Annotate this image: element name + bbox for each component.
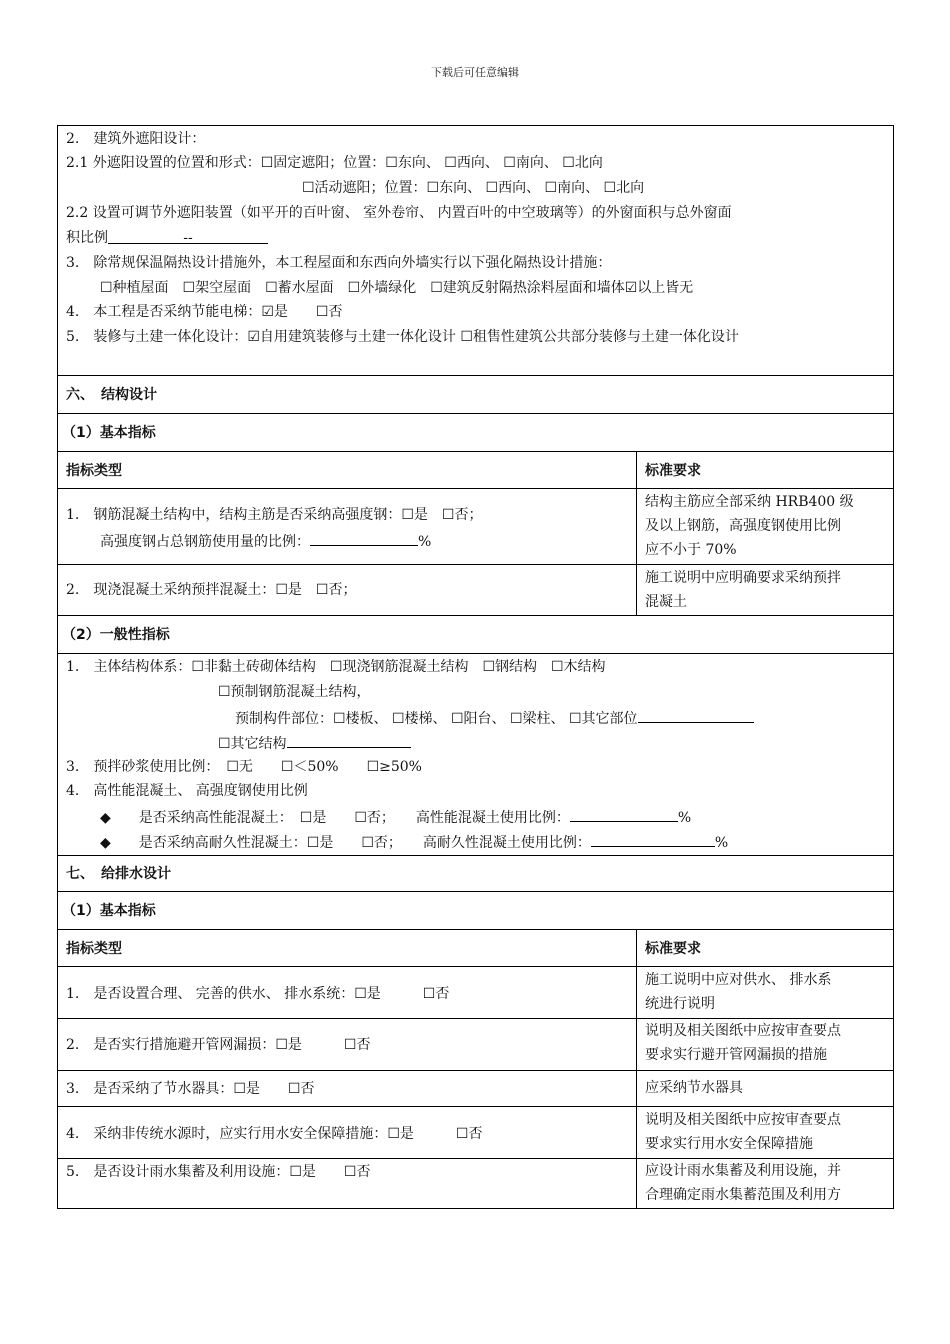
row-divider <box>57 615 893 616</box>
row-divider <box>57 653 893 654</box>
row-divider <box>57 488 893 489</box>
requirement-line: 应采纳节水器具 <box>645 1080 743 1096</box>
water-col-header-type: 指标类型 <box>66 941 122 957</box>
row-divider <box>57 891 893 892</box>
requirement-line: 施工说明中应对供水、 排水系 <box>645 972 832 988</box>
insulation-measures: 3. 除常规保温隔热设计措施外，本工程屋面和东西向外墙实行以下强化隔热设计措施： <box>66 255 612 271</box>
ready-mix-mortar: 3. 预拌砂浆使用比例： ☐无 ☐＜50% ☐≥50% <box>66 759 422 775</box>
requirement-line: 合理确定雨水集蓄范围及利用方 <box>645 1187 841 1203</box>
requirement-line: 说明及相关图纸中应按审查要点 <box>645 1023 841 1039</box>
struct-row1-ratio <box>100 531 431 551</box>
high-performance-heading: 4. 高性能混凝土、 高强度钢使用比例 <box>66 783 308 799</box>
percent-sign: % <box>714 835 729 851</box>
precast-structure: ☐预制钢筋混凝土结构， <box>218 684 371 700</box>
shading-position-fixed: 2.1 外遮阳设置的位置和形式：☐固定遮阳；位置：☐东向、 ☐西向、 ☐南向、 ☐北向 <box>66 155 603 171</box>
requirement-line: 应不小于 70% <box>645 542 737 558</box>
shading-heading: 2. 建筑外遮阳设计： <box>66 131 206 147</box>
requirement-line: 说明及相关图纸中应按审查要点 <box>645 1112 841 1128</box>
water-row3-requirement <box>645 1076 890 1100</box>
table-border-top <box>57 125 893 126</box>
high-performance-concrete <box>100 807 691 827</box>
decoration-integration: 5. 装修与土建一体化设计：☑自用建筑装修与土建一体化设计 ☐租售性建筑公共部分装修与土建一体化设计 <box>66 329 739 345</box>
shading-position-movable: ☐活动遮阳；位置：☐东向、 ☐西向、 ☐南向、 ☐北向 <box>302 180 645 196</box>
struct-row2-requirement <box>645 566 890 614</box>
requirement-line: 混凝土 <box>645 594 687 610</box>
row-divider <box>57 375 893 376</box>
row-divider <box>57 929 893 930</box>
row-divider <box>57 564 893 565</box>
requirement-line: 及以上钢筋，高强度钢使用比例 <box>645 518 841 534</box>
ratio-value: -- <box>183 230 193 246</box>
requirement-line: 结构主筋应全部采纳 HRB400 级 <box>645 494 854 510</box>
struct-row1-requirement <box>645 490 890 562</box>
precast-components <box>235 708 754 728</box>
other-structure <box>218 733 411 753</box>
water-row1-question: 1. 是否设置合理、 完善的供水、 排水系统：☐是 ☐否 <box>66 986 450 1002</box>
ratio-label: 高强度钢占总钢筋使用量的比例： <box>100 534 310 550</box>
water-basic-heading: （1）基本指标 <box>62 903 156 919</box>
energy-elevator: 4. 本工程是否采纳节能电梯：☑是 ☐否 <box>66 304 343 320</box>
adjustable-shading-ratio: 2.2 设置可调节外遮阳装置（如平开的百叶窗、 室外卷帘、 内置百叶的中空玻璃等）的外窗面积与总外窗面 <box>66 205 732 221</box>
ratio-label: 积比例 <box>66 230 108 246</box>
other-part-blank <box>638 708 754 723</box>
row-divider <box>57 855 893 856</box>
other-structure-label: ☐其它结构 <box>218 736 287 752</box>
requirement-line: 统进行说明 <box>645 996 715 1012</box>
struct-row2-question: 2. 现浇混凝土采纳预拌混凝土：☐是 ☐否； <box>66 582 357 598</box>
water-row3-question: 3. 是否采纳了节水器具：☐是 ☐否 <box>66 1081 315 1097</box>
table-border-right <box>893 125 894 1209</box>
ratio-blank <box>108 229 268 244</box>
requirement-line: 施工说明中应明确要求采纳预拌 <box>645 570 841 586</box>
water-col-header-requirement: 标准要求 <box>645 941 701 957</box>
adjustable-shading-ratio-line2 <box>66 229 268 247</box>
requirement-line: 要求实行避开管网漏损的措施 <box>645 1047 827 1063</box>
water-row1-requirement <box>645 968 890 1016</box>
ratio-blank <box>310 531 418 546</box>
water-row2-requirement <box>645 1019 890 1067</box>
column-divider <box>636 929 637 1208</box>
structure-system: 1. 主体结构体系：☐非黏土砖砌体结构 ☐现浇钢筋混凝土结构 ☐钢结构 ☐木结构 <box>66 659 606 675</box>
water-row2-question: 2. 是否实行措施避开管网漏损：☐是 ☐否 <box>66 1037 371 1053</box>
struct-row1-question: 1. 钢筋混凝土结构中，结构主筋是否采纳高强度钢：☐是 ☐否； <box>66 507 483 523</box>
percent-sign: % <box>677 810 692 826</box>
col-header-requirement: 标准要求 <box>645 463 701 479</box>
high-durability-concrete <box>100 832 728 852</box>
row-divider <box>57 1106 893 1107</box>
precast-components-label: 预制构件部位：☐楼板、 ☐楼梯、 ☐阳台、 ☐梁柱、 ☐其它部位 <box>235 711 638 727</box>
hdc-label: ◆ 是否采纳高耐久性混凝土：☐是 ☐否； 高耐久性混凝土使用比例： <box>100 835 591 851</box>
row-divider <box>57 451 893 452</box>
section-title-structure: 六、 结构设计 <box>66 387 157 403</box>
water-row4-requirement <box>645 1108 890 1156</box>
row-divider <box>57 1070 893 1071</box>
table-border-bottom <box>57 1208 893 1209</box>
table-border-left <box>57 125 58 1209</box>
requirement-line: 要求实行用水安全保障措施 <box>645 1136 813 1152</box>
water-row5-question: 5. 是否设计雨水集蓄及利用设施：☐是 ☐否 <box>66 1164 371 1180</box>
section-title-water: 七、 给排水设计 <box>66 866 171 882</box>
requirement-line: 应设计雨水集蓄及利用设施，并 <box>645 1163 841 1179</box>
water-row5-requirement <box>645 1159 890 1207</box>
other-structure-blank <box>287 733 411 748</box>
hpc-label: ◆ 是否采纳高性能混凝土： ☐是 ☐否； 高性能混凝土使用比例： <box>100 810 570 826</box>
hdc-ratio-blank <box>591 832 715 847</box>
water-row4-question: 4. 采纳非传统水源时，应实行用水安全保障措施：☐是 ☐否 <box>66 1126 483 1142</box>
percent-sign: % <box>418 534 432 550</box>
col-header-type: 指标类型 <box>66 463 122 479</box>
row-divider <box>57 413 893 414</box>
page-header: 下载后可任意编辑 <box>431 66 519 79</box>
column-divider <box>636 451 637 615</box>
row-divider <box>57 966 893 967</box>
basic-indicators-heading: （1）基本指标 <box>62 425 156 441</box>
hpc-ratio-blank <box>570 807 678 822</box>
general-indicators-heading: （2）一般性指标 <box>62 627 170 643</box>
insulation-options: ☐种植屋面 ☐架空屋面 ☐蓄水屋面 ☐外墙绿化 ☐建筑反射隔热涂料屋面和墙体☑以上皆无 <box>100 280 694 296</box>
